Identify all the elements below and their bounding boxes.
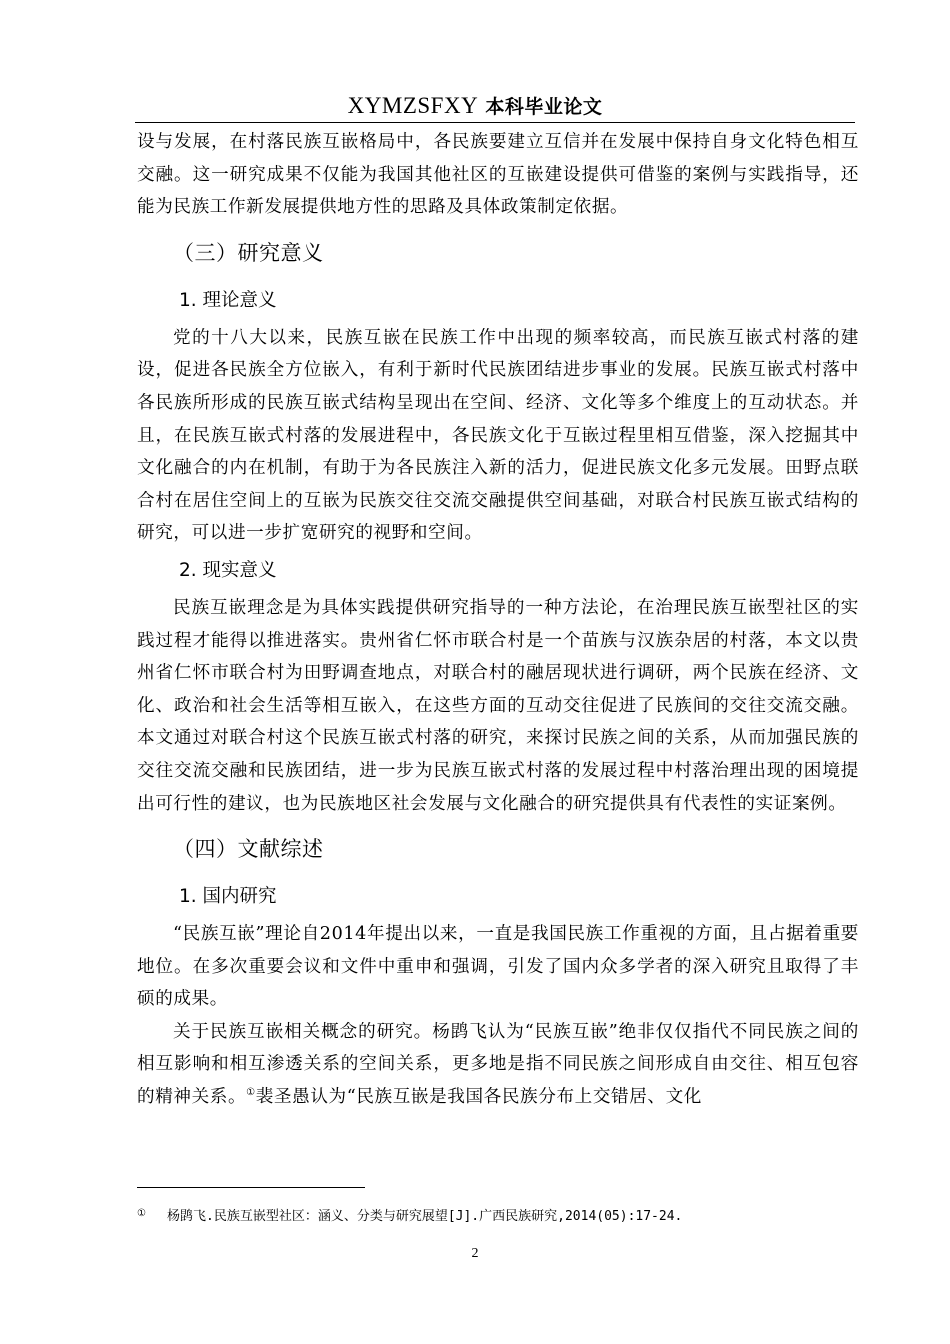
section-heading-literature-review: （四）文献综述 bbox=[173, 837, 324, 862]
paragraph-theoretical-significance: 党的十八大以来，民族互嵌在民族工作中出现的频率较高，而民族互嵌式村落的建设，促进各民族全方位嵌入，有利于新时代民族团结进步事业的发展。民族互嵌式村落中各民族所形成的民族互嵌式结构呈现出在空间、经济、文化等多个维度上的互动状态。并且，在民族互嵌式村落的发展进程中，各民族文化于互嵌过程里相互借鉴，深入挖掘其中文化融合的内在机制，有助于为各民族注入新的活力，促进民族文化多元发展。田野点联合村在居住空间上的互嵌为民族交往交流交融提供空间基础，对联合村民族互嵌式结构的研究，可以进一步扩宽研究的视野和空间。 bbox=[137, 327, 859, 544]
subsection-heading-practical: 2. 现实意义 bbox=[179, 559, 277, 581]
header-rule bbox=[135, 122, 855, 123]
paragraph-continuation: 设与发展，在村落民族互嵌格局中，各民族要建立互信并在发展中保持自身文化特色相互交融。这一研究成果不仅能为我国其他社区的互嵌建设提供可借鉴的案例与实践指导，还能为民族工作新发展提供地方性的思路及具体政策制定依据。 bbox=[137, 132, 859, 218]
footnote bbox=[137, 1207, 859, 1227]
page-number: 2 bbox=[471, 1246, 479, 1261]
paragraph-practical-significance: 民族互嵌理念是为具体实践提供研究指导的一种方法论，在治理民族互嵌型社区的实践过程才能得以推进落实。贵州省仁怀市联合村是一个苗族与汉族杂居的村落，本文以贵州省仁怀市联合村为田野调查地点，对联合村的融居现状进行调研，两个民族在经济、文化、政治和社会生活等相互嵌入，在这些方面的互动交往促进了民族间的交往交流交融。本文通过对联合村这个民族互嵌式村落的研究，来探讨民族之间的关系，从而加强民族的交往交流交融和民族团结，进一步为民族互嵌式村落的发展过程中村落治理出现的困境提出可行性的建议，也为民族地区社会发展与文化融合的研究提供具有代表性的实证案例。 bbox=[137, 597, 859, 814]
running-header bbox=[0, 92, 950, 121]
subsection-heading-domestic-research: 1. 国内研究 bbox=[179, 886, 277, 908]
subsection-heading-theoretical: 1. 理论意义 bbox=[179, 289, 277, 311]
footnote-text: 杨鹍飞.民族互嵌型社区：涵义、分类与研究展望[J].广西民族研究,2014(05):17-24. bbox=[167, 1209, 683, 1224]
header-school-code: XYMZSFXY bbox=[347, 93, 479, 118]
paragraph-concept-research-part2: 裴圣愚认为“民族互嵌是我国各民族分布上交错居、文化 bbox=[255, 1087, 702, 1108]
paragraph-domestic-research-intro: “民族互嵌”理论自2014年提出以来，一直是我国民族工作重视的方面，且占据着重要地位。在多次重要会议和文件中重申和强调，引发了国内众多学者的深入研究且取得了丰硕的成果。 bbox=[137, 924, 859, 1010]
footnote-reference[interactable]: ① bbox=[246, 1087, 256, 1099]
body-text bbox=[137, 126, 859, 1114]
paragraph-concept-research-part1: 关于民族互嵌相关概念的研究。杨鹍飞认为“民族互嵌”绝非仅仅指代不同民族之间的相互影响和相互渗透关系的空间关系，更多地是指不同民族之间形成自由交往、相互包容的精神关系。 bbox=[137, 1021, 859, 1108]
header-thesis-label: 本科毕业论文 bbox=[478, 96, 603, 118]
footnote-separator bbox=[137, 1187, 365, 1188]
footnote-mark: ① bbox=[137, 1208, 146, 1219]
section-heading-research-significance: （三）研究意义 bbox=[173, 240, 324, 265]
paragraph-concept-research bbox=[137, 1016, 859, 1114]
